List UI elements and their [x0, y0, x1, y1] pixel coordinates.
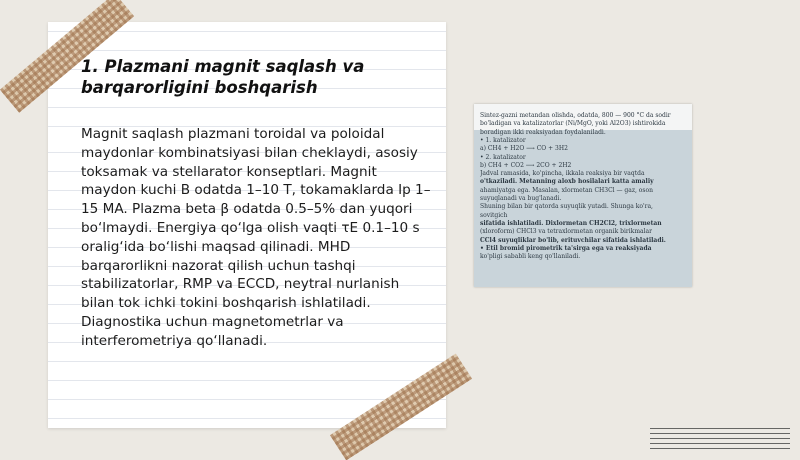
document-line: ko'pligi sababli keng qo'llaniladi. [480, 253, 581, 261]
document-line: CCl4 suyuqliklar bo'lib, erituvchilar sifatida ishlatiladi. [480, 236, 666, 244]
document-image [474, 104, 692, 287]
decorative-stripes [650, 428, 790, 450]
slide-body-text: Magnit saqlash plazmani toroidal va poloidal maydonlar kombinatsiyasi bilan cheklaydi, asosiy toksamak va stellarator konseptlari. Magnit maydon kuchi B odatda 1–10 T, tokamaklarda Ip 1–15 MA. Plazma beta β odatda 0.5–5% dan yuqori bo‘lmaydi. Energiya qo‘lga olish vaqti τE 0.1–10 s oralig‘ida bo‘lishi maqsad qilinadi. MHD barqarorlikni nazorat qilish uchun tashqi stabilizatorlar, RMP va ECCD, neytral nurlanish bilan tok ichki tokini boshqarish ishlatiladi. Diagnostika uchun magnetometrlar va interferometriya qo‘llanadi. [81, 126, 431, 349]
document-line: Sintez-gazni metandan olishda, odatda, 800 — 900 °C da sodir [480, 112, 671, 119]
document-line: ahamiyatga ega. Masalan, xlormetan CH3Cl — gaz, oson [480, 186, 653, 194]
document-line: • Etil bromid pirometrik ta'sirga ega va reaksiyada [480, 244, 652, 252]
document-line: • 2. katalizator [480, 153, 526, 161]
document-line: sovitgich [480, 211, 508, 219]
document-line: suyuqlanadi va bug'lanadi. [480, 195, 562, 202]
document-line: Jadval ramasida, ko'pincha, ikkala reaksiya bir vaqtda [480, 170, 645, 178]
document-line: boradigan ikki reaksiyadan foydalaniladi. [480, 128, 606, 136]
slide-title: 1. Plazmani magnit saqlash va barqarorligini boshqarish [81, 57, 365, 97]
document-line: bo'ladigan va katalizatorlar (Ni/MgO, yoki Al2O3) ishtirokida [480, 120, 666, 128]
document-line: a) CH4 + H2O ⟶ CO + 3H2 [480, 145, 568, 153]
document-line: b) CH4 + CO2 ⟶ 2CO + 2H2 [480, 161, 572, 169]
document-line: sifatida ishlatiladi. Dixlormetan CH2Cl2, trixlormetan [480, 219, 662, 227]
document-line: o'tkaziladi. Metanning aloxb hosilalari katta amaliy [480, 178, 654, 186]
document-line: (xloroform) CHCl3 va tetraxlormetan organik birikmalar [480, 228, 652, 236]
document-line: Shuning bilan bir qatorda suyuqlik yutadi. Shunga ko'ra, [480, 203, 653, 211]
document-line: • 1. katalizator [480, 136, 526, 144]
